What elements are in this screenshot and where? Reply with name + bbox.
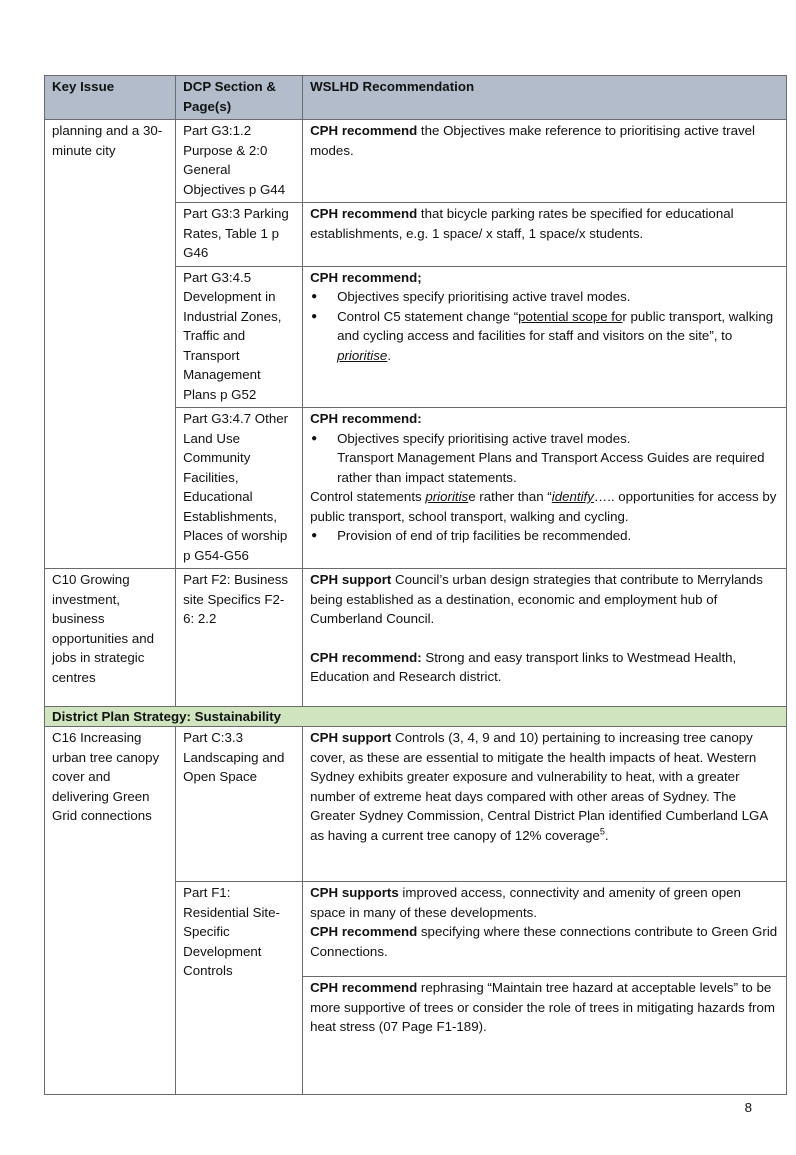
section-cell: Part C:3.3 Landscaping and Open Space	[176, 727, 303, 882]
section-cell: Part F2: Business site Specifics F2-6: 2.2	[176, 569, 303, 707]
section-cell: Part F1: Residential Site-Specific Development Controls	[176, 882, 303, 1095]
header-key-issue: Key Issue	[45, 76, 176, 120]
header-wslhd-recommendation: WSLHD Recommendation	[303, 76, 787, 120]
table-row	[45, 727, 787, 882]
list-item: ● Objectives specify prioritising active travel modes.	[310, 429, 779, 449]
control-statement: Control statements prioritise rather than “identify….. opportunities for access by public transport, school transport, walking and cycling.	[310, 489, 777, 524]
page-number: 8	[744, 1100, 752, 1115]
list-item: Transport Management Plans and Transport Access Guides are required rather than impact statements.	[337, 450, 765, 485]
recommendation-cell: CPH recommend; ● Objectives specify prioritising active travel modes. ● Control C5 statement change “potential scope for public transport, walking and cycling access and facilities for staff and visitors on the site”, to prioritise.	[303, 266, 787, 408]
section-cell: Part G3:4.5 Development in Industrial Zones, Traffic and Transport Management Plans p G52	[176, 266, 303, 408]
section-row	[45, 707, 787, 727]
recommendation-cell: CPH support Council’s urban design strategies that contribute to Merrylands being established as a destination, economic and employment hub of Cumberland Council. CPH recommend: Strong and easy transport links to Westmead Health, Education and Research district.	[303, 569, 787, 707]
recommendation-cell: CPH recommend the Objectives make reference to prioritising active travel modes.	[303, 120, 787, 203]
section-cell: Part G3:4.7 Other Land Use Community Facilities, Educational Establishments, Places of worship p G54-G56	[176, 408, 303, 569]
list-item: ● Objectives specify prioritising active travel modes.	[310, 287, 779, 307]
key-issue-cell: C16 Increasing urban tree canopy cover and delivering Green Grid connections	[45, 727, 176, 1095]
list-item: ● Control C5 statement change “potential scope for public transport, walking and cycling access and facilities for staff and visitors on the site”, to prioritise.	[310, 307, 779, 366]
header-row	[45, 76, 787, 120]
table-row	[45, 569, 787, 707]
section-cell: Part G3:1.2 Purpose & 2:0 General Objectives p G44	[176, 120, 303, 203]
key-issue-cell: planning and a 30-minute city	[45, 120, 176, 569]
recommendation-cell: CPH support Controls (3, 4, 9 and 10) pertaining to increasing tree canopy cover, as these are essential to mitigate the health impacts of heat. Western Sydney exhibits greater exposure and vulnerability to heat, with a greater number of extreme heat days compared with other areas of Sydney. The Greater Sydney Commission, Central District Plan identified Cumberland LGA as having a current tree canopy of 12% coverage$^5$.	[303, 727, 787, 882]
key-issue-cell: C10 Growing investment, business opportunities and jobs in strategic centres	[45, 569, 176, 707]
recommendations-table	[44, 75, 787, 1095]
recommendation-cell: CPH recommend: ● Objectives specify prioritising active travel modes. Transport Management Plans and Transport Access Guides are required rather than impact statements. Control statements prioritise rather than “identify….. opportunities for access by public transport, school transport, walking and cycling. ● Provision of end of trip facilities be recommended.	[303, 408, 787, 569]
table-row	[45, 120, 787, 203]
recommendation-cell: CPH recommend that bicycle parking rates be specified for educational establishments, e.g. 1 space/ x staff, 1 space/x students.	[303, 203, 787, 267]
list-item: ● Provision of end of trip facilities be recommended.	[310, 526, 779, 546]
recommendation-cell: CPH recommend rephrasing “Maintain tree hazard at acceptable levels” to be more supportive of trees or consider the role of trees in mitigating hazards from heat stress (07 Page F1-189).	[303, 977, 787, 1095]
header-dcp-section: DCP Section & Page(s)	[176, 76, 303, 120]
section-cell: Part G3:3 Parking Rates, Table 1 p G46	[176, 203, 303, 267]
recommendation-cell: CPH supports improved access, connectivity and amenity of green open space in many of these developments. CPH recommend specifying where these connections contribute to Green Grid Connections.	[303, 882, 787, 977]
section-title: District Plan Strategy: Sustainability	[45, 707, 787, 727]
